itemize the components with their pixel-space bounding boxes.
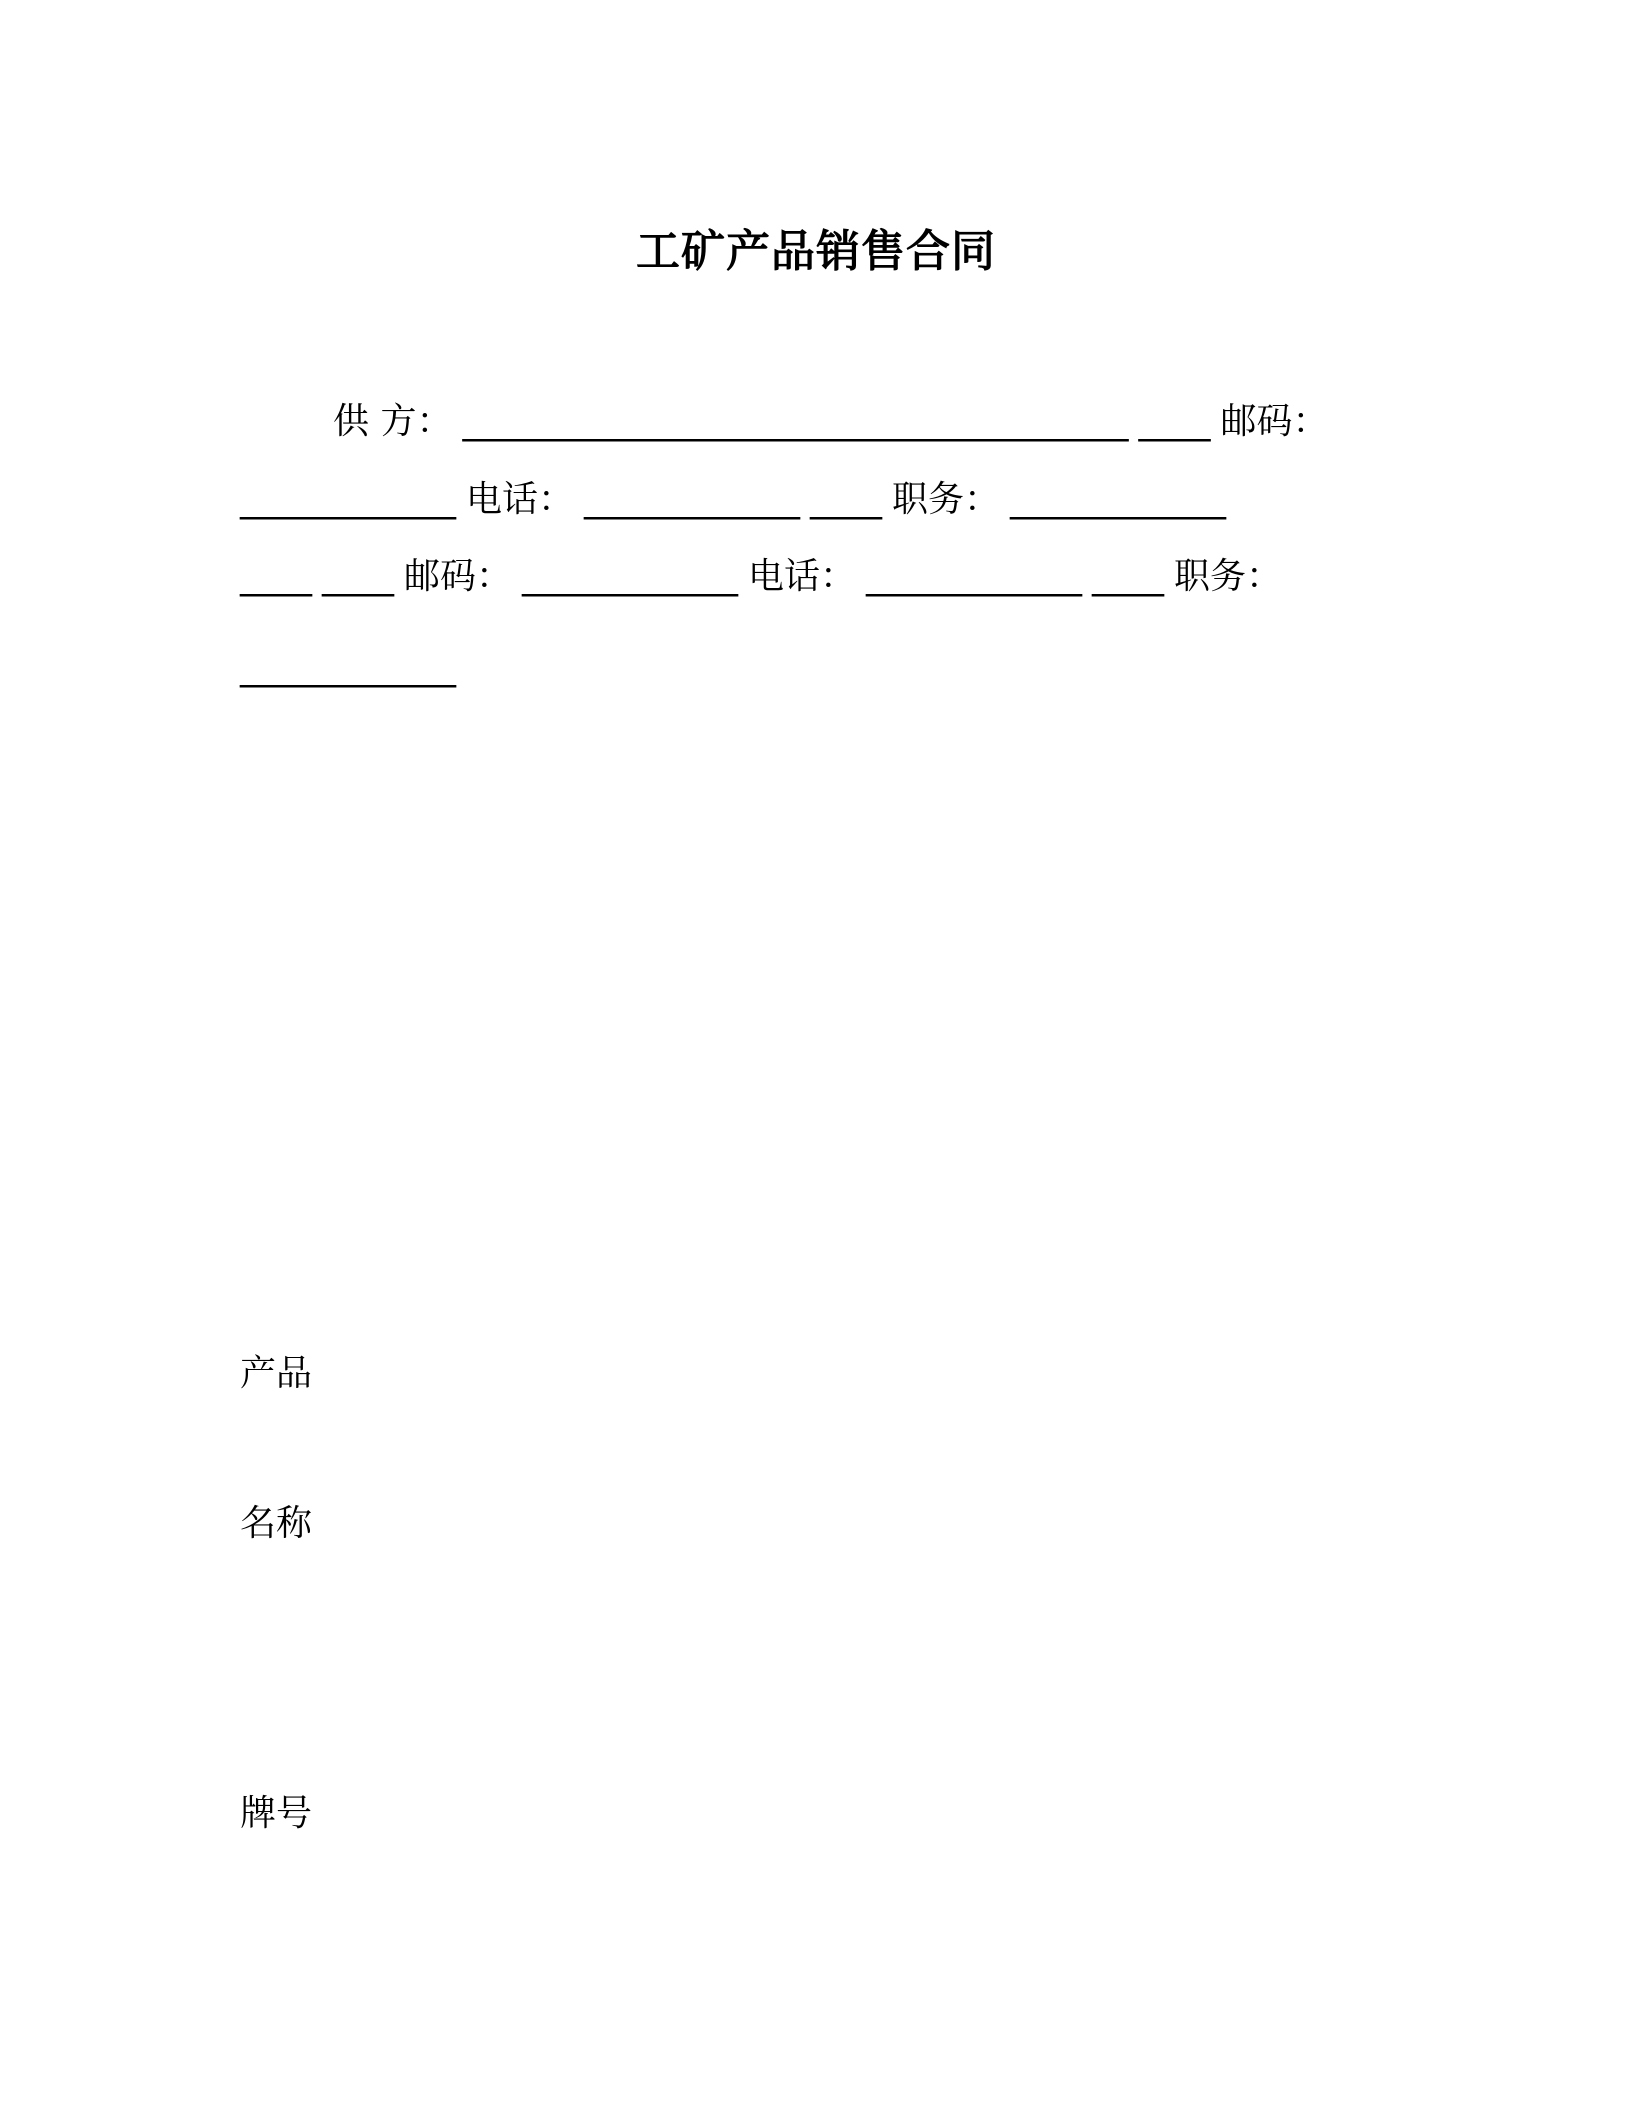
buyer-blank-a[interactable]: ____ (240, 556, 312, 597)
position-label: 职务： (1174, 556, 1283, 597)
supplier-line (333, 398, 1328, 446)
postcode-label: 邮码： (1220, 401, 1329, 442)
position-label: 职务： (892, 479, 1001, 520)
buyer-blank-b[interactable]: ____ (322, 556, 394, 597)
product-label: 产品 (240, 1353, 313, 1394)
brand-label: 牌号 (240, 1793, 313, 1834)
position-blank[interactable]: ____________ (240, 647, 456, 688)
supplier-contact-line (240, 476, 1226, 524)
document-title: 工矿产品销售合同 (636, 226, 996, 277)
supplier-blank-extra[interactable]: ____ (1138, 401, 1211, 442)
position-blank[interactable]: ____________ (1010, 479, 1227, 520)
postcode-label: 邮码： (404, 556, 513, 597)
supplier-label: 供 方： (333, 401, 453, 442)
postcode-blank[interactable]: ____________ (522, 556, 739, 597)
phone-label: 电话： (748, 556, 857, 597)
position-line (240, 644, 456, 692)
postcode-blank[interactable]: ____________ (240, 479, 456, 520)
phone-blank-extra[interactable]: ____ (1092, 556, 1165, 597)
phone-blank-extra[interactable]: ____ (810, 479, 883, 520)
buyer-contact-line (240, 553, 1282, 601)
name-label: 名称 (240, 1503, 313, 1544)
supplier-blank[interactable]: _____________________________________ (462, 401, 1129, 442)
phone-label: 电话： (466, 479, 575, 520)
phone-blank[interactable]: ____________ (866, 556, 1083, 597)
phone-blank[interactable]: ____________ (584, 479, 801, 520)
